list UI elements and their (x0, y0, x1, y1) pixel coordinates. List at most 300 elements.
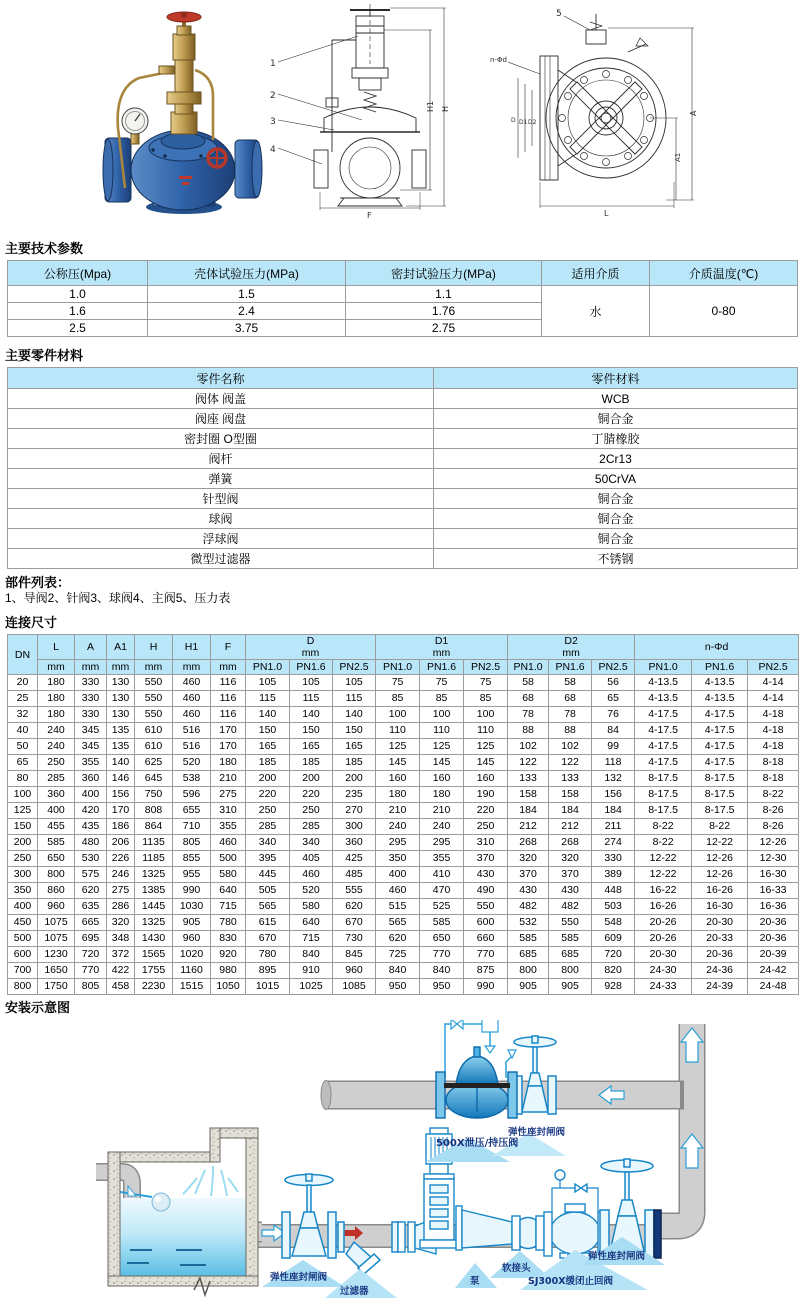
table-cell: 130 (107, 691, 135, 707)
table-cell: 715 (211, 899, 246, 915)
table-cell: 875 (464, 963, 508, 979)
table-cell: 58 (549, 675, 592, 691)
table-cell: 铜合金 (434, 409, 798, 429)
table-cell: 165 (246, 739, 290, 755)
table-cell: 275 (211, 787, 246, 803)
table-cell: 56 (592, 675, 635, 691)
table-cell: 2.5 (8, 320, 148, 337)
table-cell: 580 (290, 899, 333, 915)
col-seal-test-pressure: 密封试验压力(MPa) (346, 261, 542, 286)
table-cell: 585 (508, 931, 549, 947)
table-cell: 75 (376, 675, 420, 691)
table-cell: 160 (376, 771, 420, 787)
table-cell: 550 (135, 707, 173, 723)
table-cell: 840 (290, 947, 333, 963)
table-cell: 950 (420, 979, 464, 995)
table-cell: 360 (333, 835, 376, 851)
table-cell: 206 (107, 835, 135, 851)
col-group-nphid: n-Φd (635, 635, 799, 660)
table-cell: 470 (420, 883, 464, 899)
table-cell: 520 (290, 883, 333, 899)
table-cell: 150 (290, 723, 333, 739)
table-cell: 460 (173, 707, 211, 723)
table-cell: 990 (464, 979, 508, 995)
table-cell: 4-14 (748, 675, 799, 691)
table-cell: 8-22 (692, 819, 748, 835)
unit-mm: mm (135, 660, 173, 675)
table-cell: 140 (107, 755, 135, 771)
table-cell: 275 (107, 883, 135, 899)
table-cell: 928 (592, 979, 635, 995)
table-cell: 420 (75, 803, 107, 819)
table-row (8, 963, 799, 979)
table-cell: 220 (246, 787, 290, 803)
table-cell: 160 (420, 771, 464, 787)
table-cell: 596 (173, 787, 211, 803)
table-row (8, 851, 799, 867)
table-cell: 1020 (173, 947, 211, 963)
table-cell: 1445 (135, 899, 173, 915)
table-cell: 4-17.5 (635, 723, 692, 739)
table-cell: 845 (333, 947, 376, 963)
table-cell: 808 (135, 803, 173, 819)
table-cell: 350 (376, 851, 420, 867)
table-cell: 555 (333, 883, 376, 899)
col-dn: DN (8, 635, 38, 675)
table-cell: 410 (420, 867, 464, 883)
table-cell: 340 (246, 835, 290, 851)
installation-diagram-svg (0, 1020, 804, 1300)
table-cell: 1565 (135, 947, 173, 963)
table-cell: 350 (8, 883, 38, 899)
table-cell: 285 (246, 819, 290, 835)
table-cell: 532 (508, 915, 549, 931)
table-cell: WCB (434, 389, 798, 409)
table-cell: 725 (376, 947, 420, 963)
callout-2: 2 (270, 91, 276, 101)
table-cell: 4-17.5 (635, 707, 692, 723)
table-cell: 422 (107, 963, 135, 979)
table-cell: 阀座 阀盘 (8, 409, 434, 429)
table-cell: 211 (592, 819, 635, 835)
table-cell: 515 (376, 899, 420, 915)
table-cell: 阀杆 (8, 449, 434, 469)
top-handwheel (167, 12, 201, 22)
table-cell: 840 (376, 963, 420, 979)
table-cell: 110 (464, 723, 508, 739)
table-row (8, 660, 799, 675)
table-cell: 250 (290, 803, 333, 819)
table-cell: 24-48 (748, 979, 799, 995)
table-row (8, 509, 798, 529)
table-cell: 620 (376, 931, 420, 947)
table-cell: 226 (107, 851, 135, 867)
table-cell: 85 (420, 691, 464, 707)
label-strainer: 过滤器 (340, 1286, 369, 1297)
table-cell: 1085 (333, 979, 376, 995)
dim-d2-label: D2 (528, 119, 537, 126)
table-cell: 150 (333, 723, 376, 739)
materials-header (8, 368, 798, 389)
table-cell: 600 (464, 915, 508, 931)
table-cell: 24-36 (692, 963, 748, 979)
table-cell: 355 (211, 819, 246, 835)
table-cell: 640 (211, 883, 246, 899)
pn-2.5: PN2.5 (333, 660, 376, 675)
table-cell: 8-17.5 (635, 787, 692, 803)
table-cell: 210 (376, 803, 420, 819)
table-row (8, 286, 798, 303)
group-label: D2 (564, 635, 578, 647)
table-cell: 20-36 (748, 915, 799, 931)
table-cell: 425 (333, 851, 376, 867)
table-cell: 516 (173, 739, 211, 755)
table-cell: 864 (135, 819, 173, 835)
table-cell: 16-26 (635, 899, 692, 915)
col-a1: A1 (107, 635, 135, 660)
table-cell: 4-17.5 (692, 739, 748, 755)
pn-1.0: PN1.0 (508, 660, 549, 675)
table-cell: 720 (75, 947, 107, 963)
table-cell: 250 (38, 755, 75, 771)
table-cell: 520 (173, 755, 211, 771)
label-flex-joint: 软接头 (502, 1263, 531, 1274)
table-row (8, 771, 799, 787)
materials-table (7, 367, 798, 569)
table-cell: 115 (246, 691, 290, 707)
table-cell: 180 (211, 755, 246, 771)
table-cell: 180 (420, 787, 464, 803)
table-cell: 285 (290, 819, 333, 835)
table-cell: 805 (173, 835, 211, 851)
table-cell: 910 (290, 963, 333, 979)
table-cell: 860 (38, 883, 75, 899)
dim-f-label: F (367, 211, 372, 220)
temperature-value: 0-80 (650, 286, 798, 337)
table-row (8, 409, 798, 429)
gate-valve-left (282, 1174, 336, 1258)
table-cell: 268 (508, 835, 549, 851)
col-group-d1 (376, 635, 508, 660)
table-cell: 1015 (246, 979, 290, 995)
table-cell: 920 (211, 947, 246, 963)
col-h: H (135, 635, 173, 660)
tech-params-title: 主要技术参数 (5, 241, 84, 256)
table-cell: 700 (8, 963, 38, 979)
table-cell: 400 (38, 803, 75, 819)
table-cell: 50 (8, 739, 38, 755)
table-cell: 8-18 (748, 771, 799, 787)
table-cell: 855 (173, 851, 211, 867)
col-nominal-pressure: 公称压(Mpa) (8, 261, 148, 286)
table-cell: 685 (508, 947, 549, 963)
col-group-d (246, 635, 376, 660)
table-cell: 158 (549, 787, 592, 803)
table-cell: 345 (75, 739, 107, 755)
table-cell: 575 (75, 867, 107, 883)
table-cell: 2Cr13 (434, 449, 798, 469)
valve-body (103, 130, 262, 214)
table-cell: 3.75 (148, 320, 346, 337)
group-unit: mm (562, 647, 580, 659)
table-cell: 16-30 (692, 899, 748, 915)
table-row (8, 803, 799, 819)
table-cell: 20-26 (635, 915, 692, 931)
table-cell: 微型过滤器 (8, 549, 434, 569)
table-cell: 360 (75, 771, 107, 787)
table-cell: 286 (107, 899, 135, 915)
table-cell: 580 (211, 867, 246, 883)
materials-title: 主要零件材料 (5, 348, 84, 363)
table-cell: 丁腈橡胶 (434, 429, 798, 449)
table-cell: 565 (246, 899, 290, 915)
table-row (8, 883, 799, 899)
table-cell: 125 (376, 739, 420, 755)
table-cell: 840 (420, 963, 464, 979)
table-row (8, 867, 799, 883)
table-cell: 400 (75, 787, 107, 803)
table-cell: 100 (464, 707, 508, 723)
table-cell: 1515 (173, 979, 211, 995)
table-cell: 1.1 (346, 286, 542, 303)
table-cell: 445 (246, 867, 290, 883)
table-cell: 295 (376, 835, 420, 851)
front-view-drawing (262, 0, 462, 220)
table-cell: 220 (464, 803, 508, 819)
water-tank (96, 1128, 262, 1295)
table-row (8, 899, 799, 915)
table-cell: 24-30 (635, 963, 692, 979)
table-cell: 2.75 (346, 320, 542, 337)
table-cell: 650 (420, 931, 464, 947)
table-cell: 455 (38, 819, 75, 835)
table-cell: 80 (8, 771, 38, 787)
table-cell: 铜合金 (434, 489, 798, 509)
table-cell: 548 (592, 915, 635, 931)
table-cell: 950 (376, 979, 420, 995)
table-cell: 550 (135, 691, 173, 707)
table-cell: 12-22 (635, 851, 692, 867)
table-cell: 68 (508, 691, 549, 707)
table-cell: 球阀 (8, 509, 434, 529)
table-cell: 1325 (135, 915, 173, 931)
table-cell: 160 (464, 771, 508, 787)
table-cell: 800 (8, 979, 38, 995)
table-cell: 88 (549, 723, 592, 739)
relief-valve-500x (436, 1020, 517, 1118)
table-cell: 200 (8, 835, 38, 851)
table-cell: 1185 (135, 851, 173, 867)
table-cell: 密封圈 O型圈 (8, 429, 434, 449)
table-cell: 116 (211, 691, 246, 707)
table-row (8, 723, 799, 739)
table-cell: 130 (107, 675, 135, 691)
table-cell: 980 (211, 963, 246, 979)
table-cell: 435 (75, 819, 107, 835)
table-cell: 960 (38, 899, 75, 915)
product-images-strip (0, 0, 804, 240)
table-cell: 4-17.5 (692, 755, 748, 771)
table-cell: 146 (107, 771, 135, 787)
table-cell: 2230 (135, 979, 173, 995)
side-view-drawing (478, 0, 710, 220)
table-cell: 330 (75, 675, 107, 691)
unit-mm: mm (38, 660, 75, 675)
table-cell: 348 (107, 931, 135, 947)
table-cell: 99 (592, 739, 635, 755)
table-cell: 720 (592, 947, 635, 963)
table-row (8, 755, 799, 771)
table-row (8, 691, 799, 707)
table-cell: 482 (549, 899, 592, 915)
table-cell: 185 (333, 755, 376, 771)
col-group-d2 (508, 635, 635, 660)
flexible-joint (512, 1216, 544, 1250)
table-cell: 180 (38, 675, 75, 691)
table-cell: 895 (246, 963, 290, 979)
table-cell: 110 (420, 723, 464, 739)
table-cell: 430 (508, 883, 549, 899)
table-cell: 16-36 (748, 899, 799, 915)
label-pump: 泵 (470, 1276, 480, 1287)
table-cell: 4-17.5 (635, 739, 692, 755)
table-cell: 4-17.5 (692, 723, 748, 739)
table-cell: 820 (592, 963, 635, 979)
table-cell: 210 (211, 771, 246, 787)
callout-4: 4 (270, 145, 276, 155)
table-cell: 84 (592, 723, 635, 739)
table-cell: 770 (75, 963, 107, 979)
col-temperature: 介质温度(℃) (650, 261, 798, 286)
table-cell: 220 (290, 787, 333, 803)
table-cell: 200 (246, 771, 290, 787)
table-cell: 460 (376, 883, 420, 899)
col-part-material: 零件材料 (434, 368, 798, 389)
table-row (8, 549, 798, 569)
table-cell: 1050 (211, 979, 246, 995)
table-cell: 100 (376, 707, 420, 723)
table-cell: 12-26 (748, 835, 799, 851)
table-cell: 250 (464, 819, 508, 835)
table-cell: 158 (508, 787, 549, 803)
table-cell: 1385 (135, 883, 173, 899)
table-cell: 116 (211, 675, 246, 691)
table-cell: 640 (290, 915, 333, 931)
pn-1.6: PN1.6 (290, 660, 333, 675)
table-cell: 635 (75, 899, 107, 915)
callout-5: 5 (556, 9, 562, 19)
pn-1.0: PN1.0 (246, 660, 290, 675)
label-gate-valve-right: 弹性座封闸阀 (588, 1251, 646, 1262)
table-cell: 4-13.5 (692, 691, 748, 707)
table-row (8, 429, 798, 449)
table-cell: 130 (107, 707, 135, 723)
install-title: 安装示意图 (5, 1000, 71, 1015)
table-cell: 320 (508, 851, 549, 867)
table-cell: 490 (464, 883, 508, 899)
table-cell: 505 (246, 883, 290, 899)
unit-mm: mm (211, 660, 246, 675)
dim-nphid-label: n-Φd (490, 56, 507, 64)
table-cell: 133 (549, 771, 592, 787)
dimensions-table (7, 634, 799, 995)
table-cell: 4-13.5 (692, 675, 748, 691)
table-row (8, 635, 799, 660)
table-cell: 805 (75, 979, 107, 995)
table-cell: 20-30 (692, 915, 748, 931)
dim-h-label: H (441, 105, 450, 112)
table-cell: 715 (290, 931, 333, 947)
table-cell: 78 (508, 707, 549, 723)
table-cell: 1160 (173, 963, 211, 979)
table-cell: 330 (592, 851, 635, 867)
gate-valve-top (514, 1036, 556, 1114)
table-row (8, 707, 799, 723)
dim-h1-label: H1 (426, 100, 435, 112)
table-cell: 105 (333, 675, 376, 691)
table-cell: 550 (135, 675, 173, 691)
table-cell: 955 (173, 867, 211, 883)
table-row (8, 449, 798, 469)
table-cell: 1.6 (8, 303, 148, 320)
table-cell: 770 (420, 947, 464, 963)
dims-title: 连接尺寸 (5, 615, 58, 630)
table-cell: 122 (508, 755, 549, 771)
table-cell: 8-18 (748, 755, 799, 771)
table-cell: 4-17.5 (692, 707, 748, 723)
table-cell: 75 (420, 675, 464, 691)
table-cell: 40 (8, 723, 38, 739)
table-cell: 122 (549, 755, 592, 771)
table-cell: 75 (464, 675, 508, 691)
table-cell: 185 (246, 755, 290, 771)
table-cell: 800 (549, 963, 592, 979)
table-row (8, 739, 799, 755)
unit-mm: mm (107, 660, 135, 675)
table-cell: 800 (508, 963, 549, 979)
table-cell: 1430 (135, 931, 173, 947)
table-cell: 990 (173, 883, 211, 899)
table-cell: 1025 (290, 979, 333, 995)
parts-list-text: 1、导阀2、针阀3、球阀4、主阀5、压力表 (5, 591, 231, 605)
table-cell: 12-30 (748, 851, 799, 867)
table-cell: 170 (211, 723, 246, 739)
pn-1.6: PN1.6 (692, 660, 748, 675)
table-cell: 116 (211, 707, 246, 723)
table-cell: 660 (464, 931, 508, 947)
table-row (8, 469, 798, 489)
dim-d1-label: D1 (519, 119, 528, 126)
parts-list-title: 部件列表： (5, 575, 71, 590)
table-cell: 620 (75, 883, 107, 899)
table-row (8, 787, 799, 803)
table-cell: 156 (107, 787, 135, 803)
table-cell: 600 (8, 947, 38, 963)
group-label: D (306, 635, 315, 647)
table-cell: 480 (75, 835, 107, 851)
table-cell: 550 (549, 915, 592, 931)
table-cell: 960 (333, 963, 376, 979)
table-cell: 115 (333, 691, 376, 707)
table-cell: 285 (38, 771, 75, 787)
table-cell: 320 (549, 851, 592, 867)
table-cell: 76 (592, 707, 635, 723)
table-cell: 370 (549, 867, 592, 883)
medium-value: 水 (542, 286, 650, 337)
table-cell: 1750 (38, 979, 75, 995)
table-cell: 450 (8, 915, 38, 931)
table-row (8, 819, 799, 835)
